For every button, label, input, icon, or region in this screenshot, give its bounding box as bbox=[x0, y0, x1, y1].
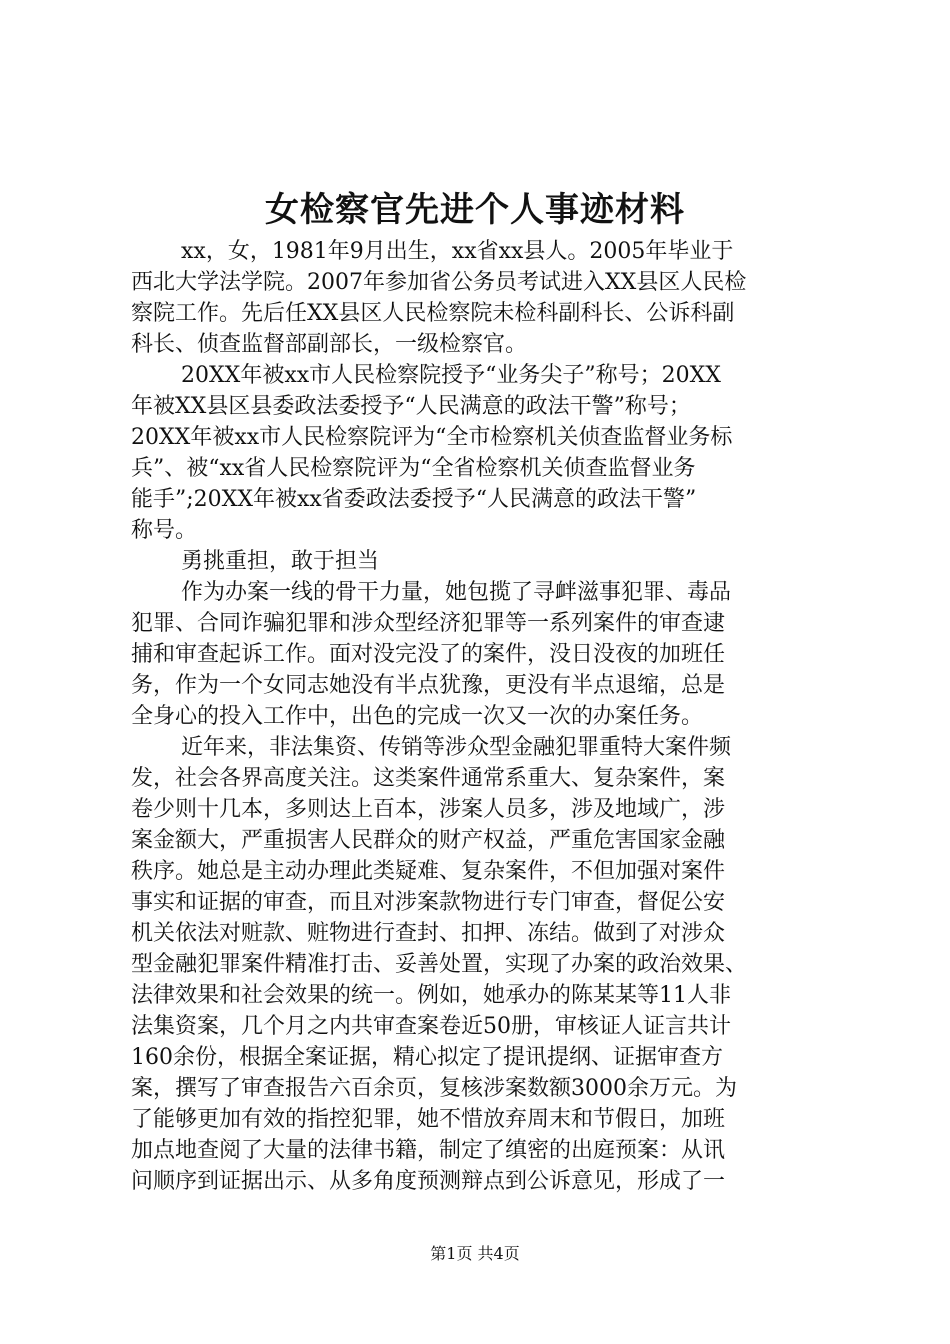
body-line: 了能够更加有效的指控犯罪，她不惜放弃周末和节假日，加班 bbox=[131, 1107, 726, 1132]
body-line: 作为办案一线的骨干力量，她包揽了寻衅滋事犯罪、毒品 bbox=[181, 580, 732, 605]
body-line: 年被XX县区县委政法委授予“人民满意的政法干警”称号； bbox=[131, 394, 691, 419]
body-line: 案金额大，严重损害人民群众的财产权益，严重危害国家金融 bbox=[131, 828, 726, 853]
body-line: 卷少则十几本，多则达上百本，涉案人员多，涉及地域广，涉 bbox=[131, 797, 726, 822]
body-line: 近年来，非法集资、传销等涉众型金融犯罪重特大案件频 bbox=[181, 735, 732, 760]
body-line: 加点地查阅了大量的法律书籍，制定了缜密的出庭预案：从讯 bbox=[131, 1138, 726, 1163]
body-line: 20XX年被xx市人民检察院授予“业务尖子”称号；20XX bbox=[181, 363, 721, 388]
body-line: 科长、侦查监督部副部长，一级检察官。 bbox=[131, 332, 528, 357]
body-line: 法律效果和社会效果的统一。例如，她承办的陈某某等11人非 bbox=[131, 983, 731, 1008]
body-line: 犯罪、合同诈骗犯罪和涉众型经济犯罪等一系列案件的审查逮 bbox=[131, 611, 726, 636]
body-line: xx，女，1981年9月出生，xx省xx县人。2005年毕业于 bbox=[181, 239, 734, 264]
document-body bbox=[131, 236, 831, 1197]
body-line: 事实和证据的审查，而且对涉案款物进行专门审查，督促公安 bbox=[131, 890, 726, 915]
body-line: 能手”;20XX年被xx省委政法委授予“人民满意的政法干警” bbox=[131, 487, 697, 512]
page-footer: 第1页 共4页 bbox=[430, 1244, 520, 1263]
body-line: 察院工作。先后任XX县区人民检察院未检科副科长、公诉科副 bbox=[131, 301, 735, 326]
body-line: 全身心的投入工作中，出色的完成一次又一次的办案任务。 bbox=[131, 704, 704, 729]
body-line: 称号。 bbox=[131, 518, 198, 543]
body-line: 法集资案，几个月之内共审查案卷近50册，审核证人证言共计 bbox=[131, 1014, 731, 1039]
body-line: 发，社会各界高度关注。这类案件通常系重大、复杂案件，案 bbox=[131, 766, 726, 791]
body-line: 案，撰写了审查报告六百余页，复核涉案数额3000余万元。为 bbox=[131, 1076, 737, 1101]
body-line: 务，作为一个女同志她没有半点犹豫，更没有半点退缩，总是 bbox=[131, 673, 726, 698]
body-line: 型金融犯罪案件精准打击、妥善处置，实现了办案的政治效果、 bbox=[131, 952, 748, 977]
body-line: 秩序。她总是主动办理此类疑难、复杂案件，不但加强对案件 bbox=[131, 859, 726, 884]
body-line: 机关依法对赃款、赃物进行查封、扣押、冻结。做到了对涉众 bbox=[131, 921, 726, 946]
body-line: 兵”、被“xx省人民检察院评为“全省检察机关侦查监督业务 bbox=[131, 456, 696, 481]
body-line: 160余份，根据全案证据，精心拟定了提讯提纲、证据审查方 bbox=[131, 1045, 723, 1070]
body-line: 西北大学法学院。2007年参加省公务员考试进入XX县区人民检 bbox=[131, 270, 747, 295]
document-title: 女检察官先进个人事迹材料 bbox=[265, 190, 685, 230]
section-heading: 勇挑重担，敢于担当 bbox=[181, 549, 380, 574]
body-line: 问顺序到证据出示、从多角度预测辩点到公诉意见，形成了一 bbox=[131, 1169, 726, 1194]
body-line: 20XX年被xx市人民检察院评为“全市检察机关侦查监督业务标 bbox=[131, 425, 733, 450]
body-line: 捕和审查起诉工作。面对没完没了的案件，没日没夜的加班任 bbox=[131, 642, 726, 667]
